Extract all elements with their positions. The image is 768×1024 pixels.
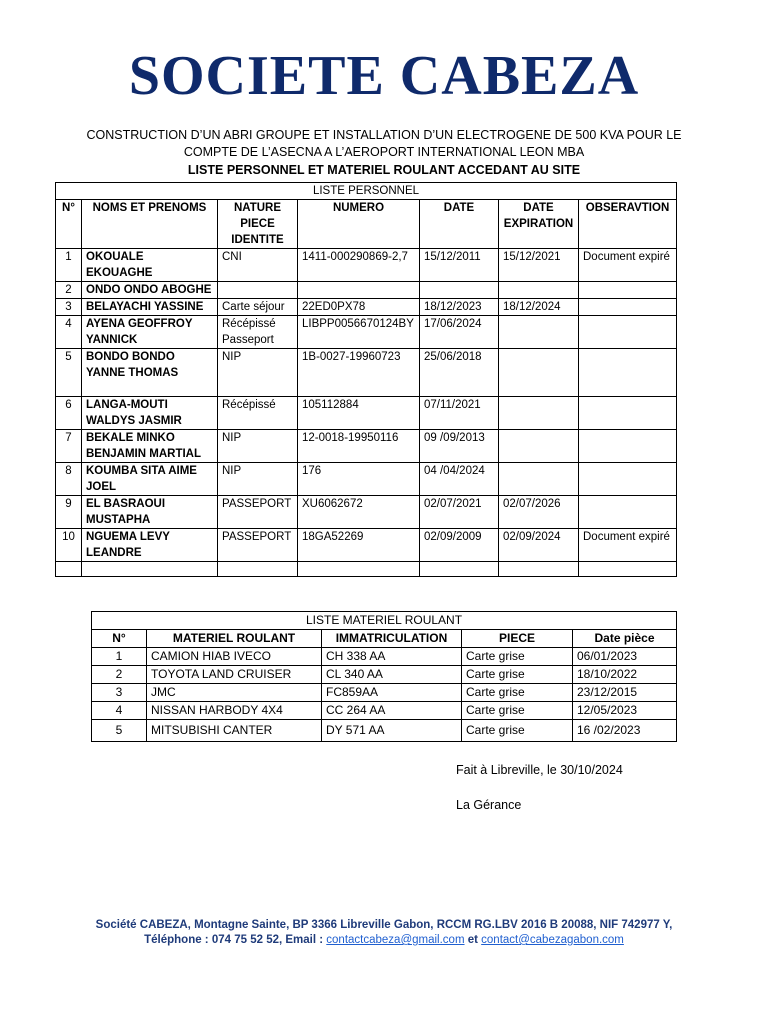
materiel-table: [91, 611, 677, 742]
cell-piece: Carte grise: [462, 720, 573, 742]
cell-name: ONDO ONDO ABOGHE: [82, 282, 218, 299]
cell-n: 3: [56, 299, 82, 316]
cell-numero: XU6062672: [298, 496, 420, 529]
table-row: [92, 684, 677, 702]
cell-date: 18/12/2023: [420, 299, 499, 316]
cell-date: 25/06/2018: [420, 349, 499, 397]
cell-piece: Carte grise: [462, 684, 573, 702]
cell-date: 09 /09/2013: [420, 430, 499, 463]
cell-plate: CH 338 AA: [322, 648, 462, 666]
cell-expiration: [499, 349, 579, 397]
cell-n: 5: [56, 349, 82, 397]
cell-date: 16 /02/2023: [573, 720, 677, 742]
table-row: [56, 299, 677, 316]
table-row: [56, 316, 677, 349]
cell-observation: [579, 299, 677, 316]
table-row: [56, 496, 677, 529]
empty-cell: [82, 562, 218, 577]
cell-date: 02/07/2021: [420, 496, 499, 529]
cell-n: 2: [92, 666, 147, 684]
cell-plate: FC859AA: [322, 684, 462, 702]
personnel-header-row: [56, 200, 677, 249]
personnel-title-row: [56, 183, 677, 200]
footer-contact: [0, 933, 768, 948]
subtitle-line-1: CONSTRUCTION D’UN ABRI GROUPE ET INSTALLATION D’UN ELECTROGENE DE 500 KVA POUR LE: [86, 128, 682, 142]
table-row: [92, 720, 677, 742]
footer-email-separator: et: [464, 934, 482, 946]
cell-piece: Carte grise: [462, 702, 573, 720]
cell-piece: Récépissé: [218, 397, 298, 430]
empty-cell: [420, 562, 499, 577]
cell-date: 17/06/2024: [420, 316, 499, 349]
cell-name: BONDO BONDO YANNE THOMAS: [82, 349, 218, 397]
cell-numero: 12-0018-19950116: [298, 430, 420, 463]
table-row: [56, 463, 677, 496]
cell-observation: [579, 496, 677, 529]
cell-piece: NIP: [218, 430, 298, 463]
cell-expiration: 02/09/2024: [499, 529, 579, 562]
empty-cell: [298, 562, 420, 577]
empty-cell: [56, 562, 82, 577]
cell-piece: NIP: [218, 463, 298, 496]
cell-expiration: [499, 316, 579, 349]
cell-numero: LIBPP0056670124BY: [298, 316, 420, 349]
cell-n: 4: [92, 702, 147, 720]
cell-n: 9: [56, 496, 82, 529]
cell-name: EL BASRAOUI MUSTAPHA: [82, 496, 218, 529]
cell-expiration: [499, 463, 579, 496]
cell-observation: [579, 282, 677, 299]
empty-cell: [579, 562, 677, 577]
personnel-table: [55, 182, 677, 577]
cell-date: 02/09/2009: [420, 529, 499, 562]
cell-n: 10: [56, 529, 82, 562]
materiel-header-row: [92, 630, 677, 648]
column-header: MATERIEL ROULANT: [147, 630, 322, 648]
column-header: PIECE: [462, 630, 573, 648]
cell-observation: Document expiré: [579, 529, 677, 562]
cell-date: 23/12/2015: [573, 684, 677, 702]
empty-cell: [218, 562, 298, 577]
cell-date: 04 /04/2024: [420, 463, 499, 496]
cell-observation: [579, 349, 677, 397]
cell-n: 2: [56, 282, 82, 299]
column-header: Date pièce: [573, 630, 677, 648]
company-title: SOCIETE CABEZA: [128, 45, 640, 107]
cell-vehicle: NISSAN HARBODY 4X4: [147, 702, 322, 720]
cell-vehicle: TOYOTA LAND CRUISER: [147, 666, 322, 684]
materiel-title-row: [92, 612, 677, 630]
table-row: [56, 349, 677, 397]
cell-numero: 105112884: [298, 397, 420, 430]
table-row: [92, 702, 677, 720]
table-row: [56, 430, 677, 463]
column-header: DATE EXPIRATION: [499, 200, 579, 249]
cell-numero: 18GA52269: [298, 529, 420, 562]
cell-name: NGUEMA LEVY LEANDRE: [82, 529, 218, 562]
cell-piece: Carte séjour: [218, 299, 298, 316]
cell-date: 18/10/2022: [573, 666, 677, 684]
cell-numero: 1B-0027-19960723: [298, 349, 420, 397]
document-subtitle: [60, 127, 708, 179]
cell-expiration: [499, 282, 579, 299]
cell-piece: Récépissé Passeport: [218, 316, 298, 349]
cell-expiration: [499, 430, 579, 463]
cell-expiration: [499, 397, 579, 430]
cell-vehicle: MITSUBISHI CANTER: [147, 720, 322, 742]
column-header: NUMERO: [298, 200, 420, 249]
cell-n: 4: [56, 316, 82, 349]
cell-numero: [298, 282, 420, 299]
materiel-table-title: LISTE MATERIEL ROULANT: [92, 612, 677, 630]
cell-name: LANGA-MOUTI WALDYS JASMIR: [82, 397, 218, 430]
empty-row: [56, 562, 677, 577]
cell-expiration: 15/12/2021: [499, 249, 579, 282]
table-row: [56, 282, 677, 299]
cell-name: BELAYACHI YASSINE: [82, 299, 218, 316]
cell-piece: PASSEPORT: [218, 529, 298, 562]
cell-vehicle: JMC: [147, 684, 322, 702]
column-header: N°: [92, 630, 147, 648]
cell-date: 15/12/2011: [420, 249, 499, 282]
column-header: IMMATRICULATION: [322, 630, 462, 648]
cell-n: 7: [56, 430, 82, 463]
column-header: OBSERAVTION: [579, 200, 677, 249]
cell-piece: CNI: [218, 249, 298, 282]
cell-name: BEKALE MINKO BENJAMIN MARTIAL: [82, 430, 218, 463]
cell-piece: Carte grise: [462, 648, 573, 666]
cell-name: OKOUALE EKOUAGHE: [82, 249, 218, 282]
list-title: LISTE PERSONNEL ET MATERIEL ROULANT ACCEDANT AU SITE: [187, 163, 581, 177]
subtitle-line-2: COMPTE DE L’ASECNA A L’AEROPORT INTERNATIONAL LEON MBA: [183, 145, 585, 159]
column-header: DATE: [420, 200, 499, 249]
table-row: [56, 397, 677, 430]
cell-n: 1: [56, 249, 82, 282]
column-header: NATURE PIECE IDENTITE: [218, 200, 298, 249]
cell-observation: [579, 397, 677, 430]
email-link-company[interactable]: contact@cabezagabon.com: [481, 934, 624, 946]
cell-plate: DY 571 AA: [322, 720, 462, 742]
cell-n: 5: [92, 720, 147, 742]
cell-plate: CC 264 AA: [322, 702, 462, 720]
column-header: N°: [56, 200, 82, 249]
personnel-table-title: LISTE PERSONNEL: [56, 183, 677, 200]
column-header: NOMS ET PRENOMS: [82, 200, 218, 249]
cell-observation: [579, 463, 677, 496]
table-row: [56, 529, 677, 562]
cell-observation: [579, 316, 677, 349]
cell-expiration: 02/07/2026: [499, 496, 579, 529]
table-row: [56, 249, 677, 282]
cell-name: AYENA GEOFFROY YANNICK: [82, 316, 218, 349]
cell-numero: 176: [298, 463, 420, 496]
table-row: [92, 666, 677, 684]
cell-expiration: 18/12/2024: [499, 299, 579, 316]
email-link-gmail[interactable]: contactcabeza@gmail.com: [326, 934, 465, 946]
cell-date: [420, 282, 499, 299]
cell-date: 07/11/2021: [420, 397, 499, 430]
cell-observation: Document expiré: [579, 249, 677, 282]
footer: [0, 918, 768, 948]
cell-piece: Carte grise: [462, 666, 573, 684]
cell-numero: 22ED0PX78: [298, 299, 420, 316]
cell-vehicle: CAMION HIAB IVECO: [147, 648, 322, 666]
footer-phone: Téléphone : 074 75 52 52, Email :: [144, 934, 327, 946]
cell-piece: [218, 282, 298, 299]
cell-n: 1: [92, 648, 147, 666]
cell-plate: CL 340 AA: [322, 666, 462, 684]
cell-piece: PASSEPORT: [218, 496, 298, 529]
cell-name: KOUMBA SITA AIME JOEL: [82, 463, 218, 496]
cell-date: 12/05/2023: [573, 702, 677, 720]
cell-observation: [579, 430, 677, 463]
cell-numero: 1411-000290869-2,7: [298, 249, 420, 282]
cell-date: 06/01/2023: [573, 648, 677, 666]
footer-address: Société CABEZA, Montagne Sainte, BP 3366 Libreville Gabon, RCCM RG.LBV 2016 B 20088, NIF 742977 Y,: [95, 919, 673, 931]
table-row: [92, 648, 677, 666]
empty-cell: [499, 562, 579, 577]
cell-n: 6: [56, 397, 82, 430]
cell-piece: NIP: [218, 349, 298, 397]
signature-role: La Gérance: [456, 798, 522, 812]
cell-n: 3: [92, 684, 147, 702]
place-date: Fait à Libreville, le 30/10/2024: [456, 763, 623, 777]
cell-n: 8: [56, 463, 82, 496]
